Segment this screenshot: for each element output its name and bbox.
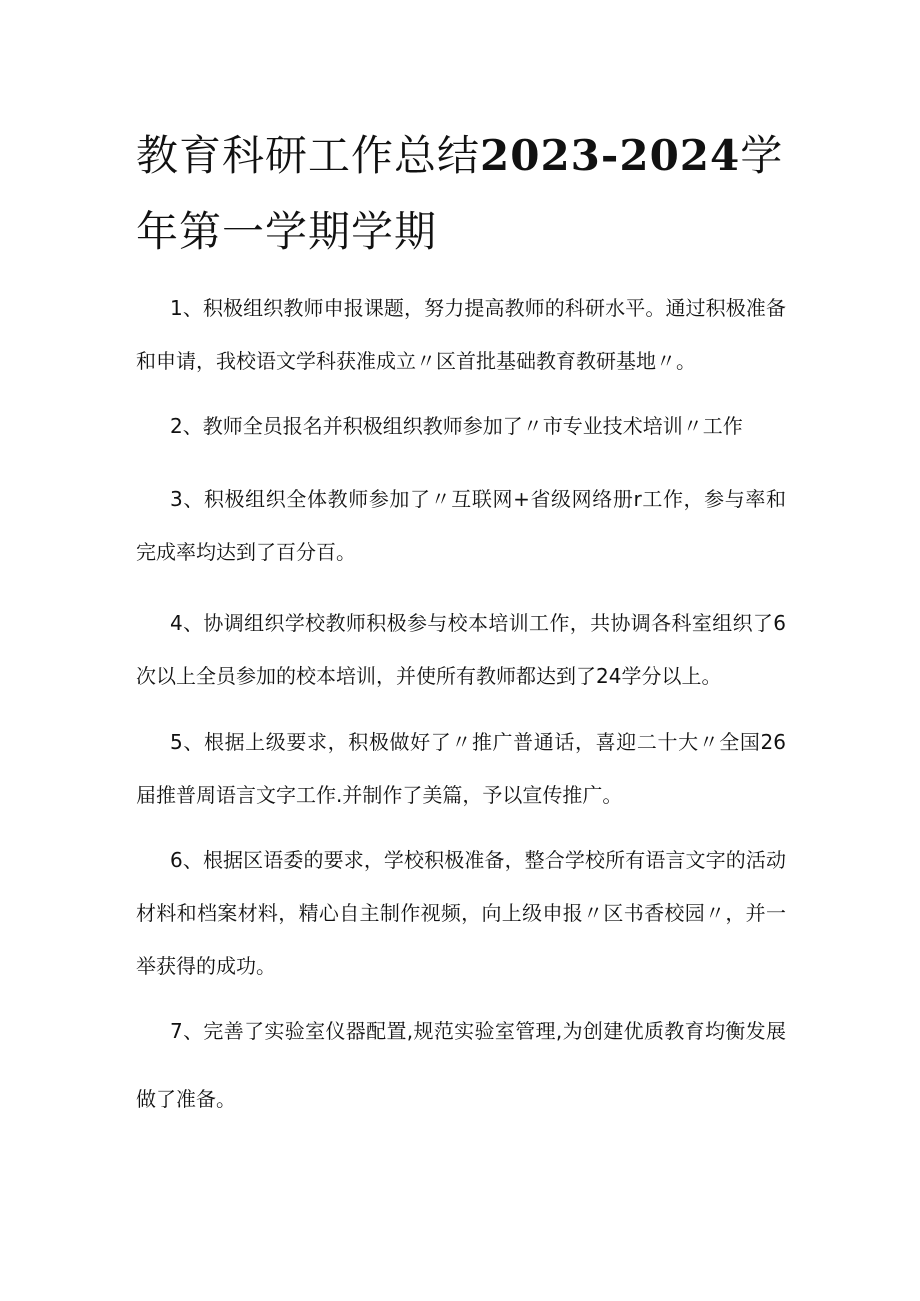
paragraph-7: 7、完善了实验室仪器配置,规范实验室管理,为创建优质教育均衡发展做了准备。: [136, 1019, 786, 1111]
paragraph-2: 2、教师全员报名并积极组织教师参加了〃市专业技术培训〃工作: [170, 414, 743, 438]
document-title: [136, 118, 796, 270]
paragraph-5: 5、根据上级要求，积极做好了〃推广普通话，喜迎二十大〃全国26届推普周语言文字工作.并制作了美篇，予以宣传推广。: [136, 730, 786, 807]
paragraph-4: 4、协调组织学校教师积极参与校本培训工作，共协调各科室组织了6次以上全员参加的校本培训，并使所有教师都达到了24学分以上。: [136, 611, 786, 688]
title-text-part1: 教育科研工作总结: [136, 131, 481, 180]
paragraph-1: 1、积极组织教师申报课题，努力提高教师的科研水平。通过积极准备和申请，我校语文学科获准成立〃区首批基础教育教研基地〃。: [136, 296, 786, 373]
title-text-part2: 学年第一学期学期: [136, 131, 784, 256]
title-years: 2023-2024: [480, 131, 741, 180]
paragraph-3: 3、积极组织全体教师参加了〃互联网+省级网络册r工作，参与率和完成率均达到了百分百。: [136, 487, 786, 564]
paragraph-6: 6、根据区语委的要求，学校积极准备，整合学校所有语言文字的活动材料和档案材料，精心自主制作视频，向上级申报〃区书香校园〃，并一举获得的成功。: [136, 848, 786, 978]
